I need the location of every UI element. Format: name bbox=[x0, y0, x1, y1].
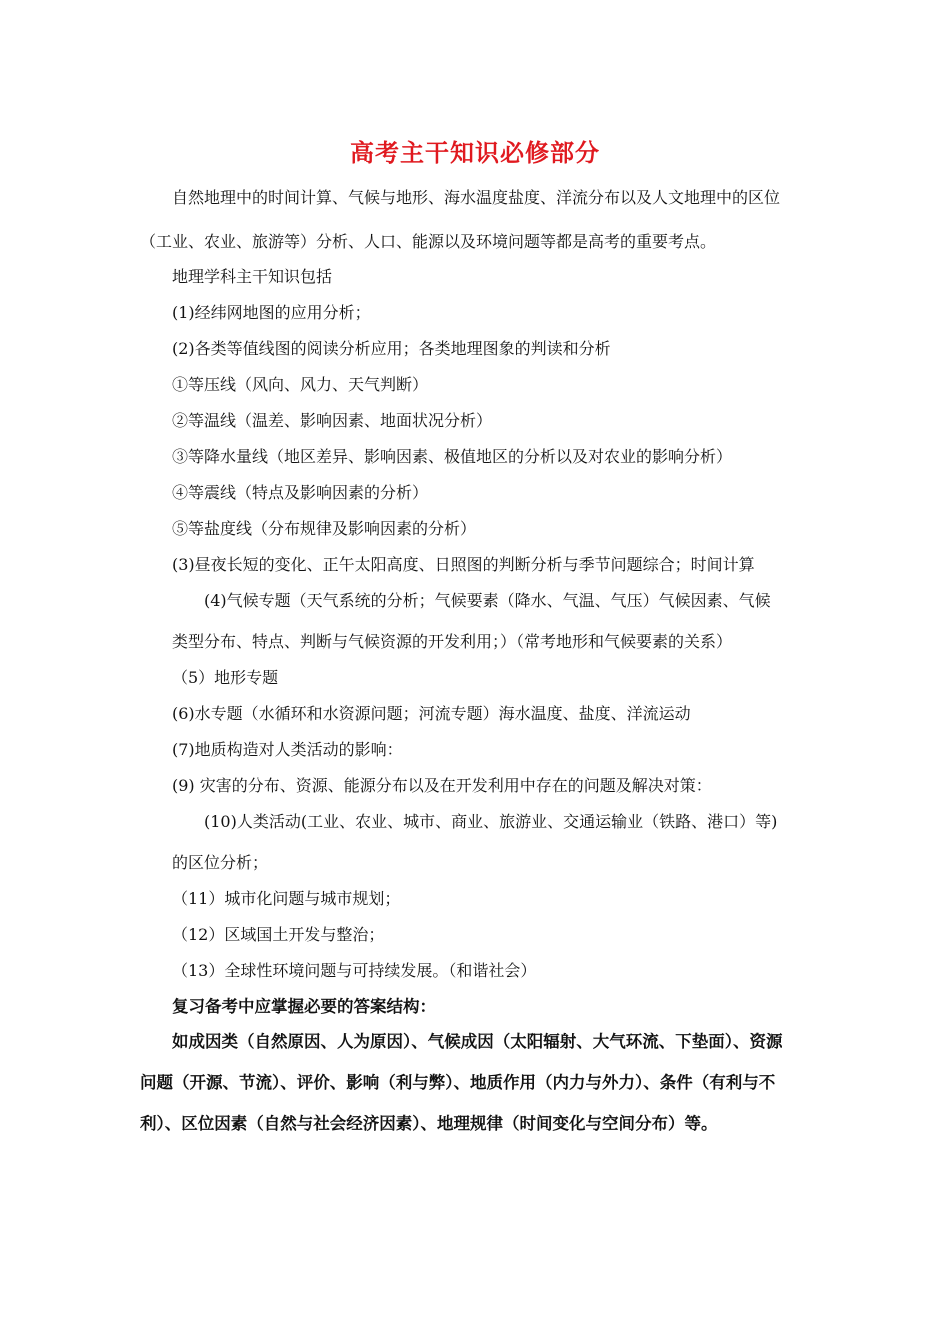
answer-heading: 复习备考中应掌握必要的答案结构： bbox=[172, 997, 436, 1016]
intro-line-1: 自然地理中的时间计算、气候与地形、海水温度盐度、洋流分布以及人文地理中的区位 bbox=[172, 188, 781, 207]
list-item: ①等压线（风向、风力、天气判断） bbox=[172, 375, 429, 394]
document-title: 高考主干知识必修部分 bbox=[350, 138, 600, 167]
answer-line-1: 如成因类（自然原因、人为原因）、气候成因（太阳辐射、大气环流、下垫面）、资源 bbox=[172, 1032, 783, 1051]
list-item: (2)各类等值线图的阅读分析应用；各类地理图象的判读和分析 bbox=[172, 339, 611, 358]
list-item: ②等温线（温差、影响因素、地面状况分析） bbox=[172, 411, 493, 430]
list-item: 的区位分析； bbox=[172, 853, 269, 872]
list-item: （5）地形专题 bbox=[172, 668, 279, 687]
list-item: ⑤等盐度线（分布规律及影响因素的分析） bbox=[172, 519, 477, 538]
answer-line-2: 问题（开源、节流）、评价、影响（利与弊）、地质作用（内力与外力）、条件（有利与不 bbox=[140, 1073, 776, 1092]
list-item: ③等降水量线（地区差异、影响因素、极值地区的分析以及对农业的影响分析） bbox=[172, 447, 733, 466]
list-item: (6)水专题（水循环和水资源问题；河流专题）海水温度、盐度、洋流运动 bbox=[172, 704, 691, 723]
list-item: (3)昼夜长短的变化、正午太阳高度、日照图的判断分析与季节问题综合；时间计算 bbox=[172, 555, 755, 574]
list-item: (7)地质构造对人类活动的影响： bbox=[172, 740, 403, 759]
list-item: (10)人类活动(工业、农业、城市、商业、旅游业、交通运输业（铁路、港口）等) bbox=[204, 812, 778, 831]
list-item: （13）全球性环境问题与可持续发展。（和谐社会） bbox=[172, 961, 537, 980]
answer-line-3: 利）、区位因素（自然与社会经济因素）、地理规律（时间变化与空间分布）等。 bbox=[140, 1114, 718, 1133]
list-item: 类型分布、特点、判断与气候资源的开发利用；）（常考地形和气候要素的关系） bbox=[172, 632, 733, 651]
list-item: （11）城市化问题与城市规划； bbox=[172, 889, 401, 908]
list-item: (1)经纬网地图的应用分析； bbox=[172, 303, 371, 322]
list-item: ④等震线（特点及影响因素的分析） bbox=[172, 483, 429, 502]
list-item: (9) 灾害的分布、资源、能源分布以及在开发利用中存在的问题及解决对策： bbox=[172, 776, 712, 795]
intro-line-2: （工业、农业、旅游等）分析、人口、能源以及环境问题等都是高考的重要考点。 bbox=[140, 232, 717, 251]
list-item: (4)气候专题（天气系统的分析；气候要素（降水、气温、气压）气候因素、气候 bbox=[204, 591, 771, 610]
list-item: （12）区域国土开发与整治； bbox=[172, 925, 385, 944]
subject-heading: 地理学科主干知识包括 bbox=[172, 267, 333, 286]
